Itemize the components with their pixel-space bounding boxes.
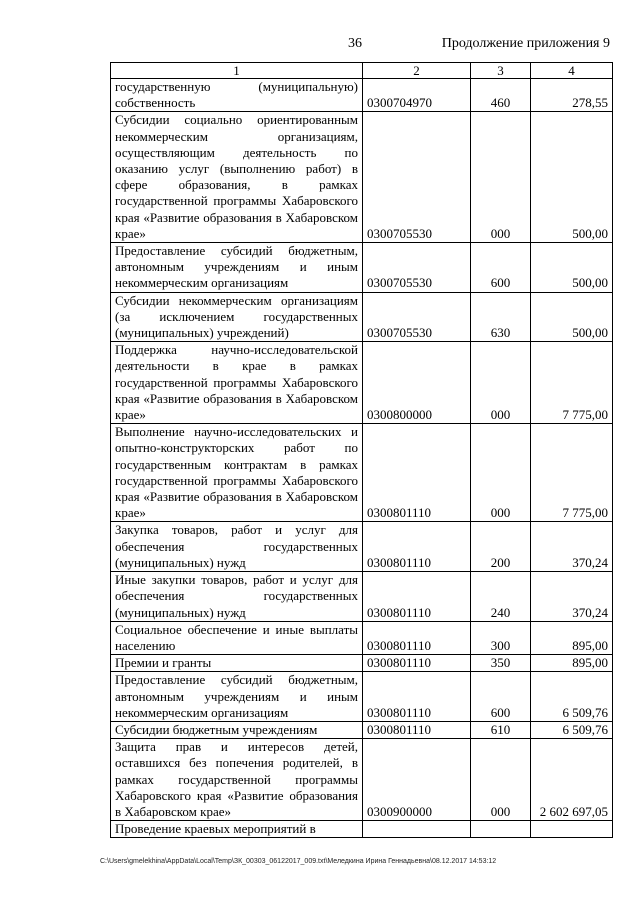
row-expense-type <box>471 821 531 838</box>
page-header <box>110 36 610 56</box>
row-expense-type: 000 <box>471 342 531 424</box>
row-amount: 500,00 <box>531 243 613 293</box>
row-description: Предоставление субсидий бюджетным, автономным учреждениям и иным некоммерческим организациям <box>111 672 363 722</box>
table-row <box>111 342 613 424</box>
page-number: 36 <box>348 36 362 51</box>
row-expense-type: 600 <box>471 243 531 293</box>
table-row <box>111 572 613 622</box>
table-row <box>111 112 613 243</box>
column-header: 4 <box>531 63 613 79</box>
table-row <box>111 424 613 522</box>
row-amount: 278,55 <box>531 79 613 112</box>
row-amount: 895,00 <box>531 621 613 654</box>
row-amount: 895,00 <box>531 655 613 672</box>
row-expense-type: 200 <box>471 522 531 572</box>
row-amount: 6 509,76 <box>531 672 613 722</box>
row-description: государственную (муниципальную) собственность <box>111 79 363 112</box>
row-amount: 7 775,00 <box>531 424 613 522</box>
row-expense-type: 630 <box>471 292 531 342</box>
row-amount: 370,24 <box>531 572 613 622</box>
row-description: Субсидии социально ориентированным некоммерческим организациям, осуществляющим деятельность по оказанию услуг (выполнению работ) в сфере образования, в рамках государственной программы Хабаровского края «Развитие образования в Хабаровском крае» <box>111 112 363 243</box>
row-target-code: 0300705530 <box>363 112 471 243</box>
table-row <box>111 522 613 572</box>
row-description: Поддержка научно-исследовательской деятельности в крае в рамках государственной программы Хабаровского края «Развитие образования в Хабаровском крае» <box>111 342 363 424</box>
table-row <box>111 739 613 821</box>
row-amount: 6 509,76 <box>531 721 613 738</box>
table-body <box>111 79 613 838</box>
file-path-footer: C:\Users\gmelekhina\AppData\Local\Temp\ЗК_00303_06122017_009.txt\Меледкина Ирина Геннадьевна\08.12.2017 14:53:12 <box>100 858 497 865</box>
row-description: Социальное обеспечение и иные выплаты населению <box>111 621 363 654</box>
budget-table <box>110 62 613 838</box>
row-description: Проведение краевых мероприятий в <box>111 821 363 838</box>
row-amount: 2 602 697,05 <box>531 739 613 821</box>
row-amount: 7 775,00 <box>531 342 613 424</box>
row-expense-type: 240 <box>471 572 531 622</box>
row-expense-type: 350 <box>471 655 531 672</box>
row-target-code: 0300801110 <box>363 721 471 738</box>
column-header: 3 <box>471 63 531 79</box>
row-target-code: 0300900000 <box>363 739 471 821</box>
row-amount: 370,24 <box>531 522 613 572</box>
row-target-code: 0300801110 <box>363 522 471 572</box>
table-row <box>111 721 613 738</box>
table-row <box>111 621 613 654</box>
row-description: Иные закупки товаров, работ и услуг для обеспечения государственных (муниципальных) нужд <box>111 572 363 622</box>
row-expense-type: 600 <box>471 672 531 722</box>
row-description: Субсидии некоммерческим организациям (за исключением государственных (муниципальных) учреждений) <box>111 292 363 342</box>
row-expense-type: 000 <box>471 424 531 522</box>
row-target-code: 0300801110 <box>363 572 471 622</box>
row-expense-type: 300 <box>471 621 531 654</box>
table-row <box>111 243 613 293</box>
row-amount: 500,00 <box>531 112 613 243</box>
row-target-code: 0300801110 <box>363 655 471 672</box>
row-amount <box>531 821 613 838</box>
column-number-row <box>111 63 613 79</box>
row-target-code: 0300801110 <box>363 621 471 654</box>
row-target-code: 0300801110 <box>363 424 471 522</box>
table-row <box>111 821 613 838</box>
row-description: Выполнение научно-исследовательских и опытно-конструкторских работ по государственным контрактам в рамках государственной программы Хабаровского края «Развитие образования в Хабаровском крае» <box>111 424 363 522</box>
row-expense-type: 610 <box>471 721 531 738</box>
table-row <box>111 79 613 112</box>
row-expense-type: 000 <box>471 112 531 243</box>
column-header: 2 <box>363 63 471 79</box>
table-row <box>111 655 613 672</box>
row-description: Предоставление субсидий бюджетным, автономным учреждениям и иным некоммерческим организациям <box>111 243 363 293</box>
row-target-code: 0300705530 <box>363 243 471 293</box>
row-description: Премии и гранты <box>111 655 363 672</box>
row-description: Закупка товаров, работ и услуг для обеспечения государственных (муниципальных) нужд <box>111 522 363 572</box>
row-amount: 500,00 <box>531 292 613 342</box>
row-description: Субсидии бюджетным учреждениям <box>111 721 363 738</box>
table-row <box>111 672 613 722</box>
row-target-code: 0300801110 <box>363 672 471 722</box>
row-target-code <box>363 821 471 838</box>
continuation-title: Продолжение приложения 9 <box>441 36 610 51</box>
row-description: Защита прав и интересов детей, оставшихся без попечения родителей, в рамках государственной программы Хабаровского края «Развитие образования в Хабаровском крае» <box>111 739 363 821</box>
row-target-code: 0300704970 <box>363 79 471 112</box>
row-expense-type: 460 <box>471 79 531 112</box>
row-target-code: 0300800000 <box>363 342 471 424</box>
table-row <box>111 292 613 342</box>
row-target-code: 0300705530 <box>363 292 471 342</box>
row-expense-type: 000 <box>471 739 531 821</box>
column-header: 1 <box>111 63 363 79</box>
